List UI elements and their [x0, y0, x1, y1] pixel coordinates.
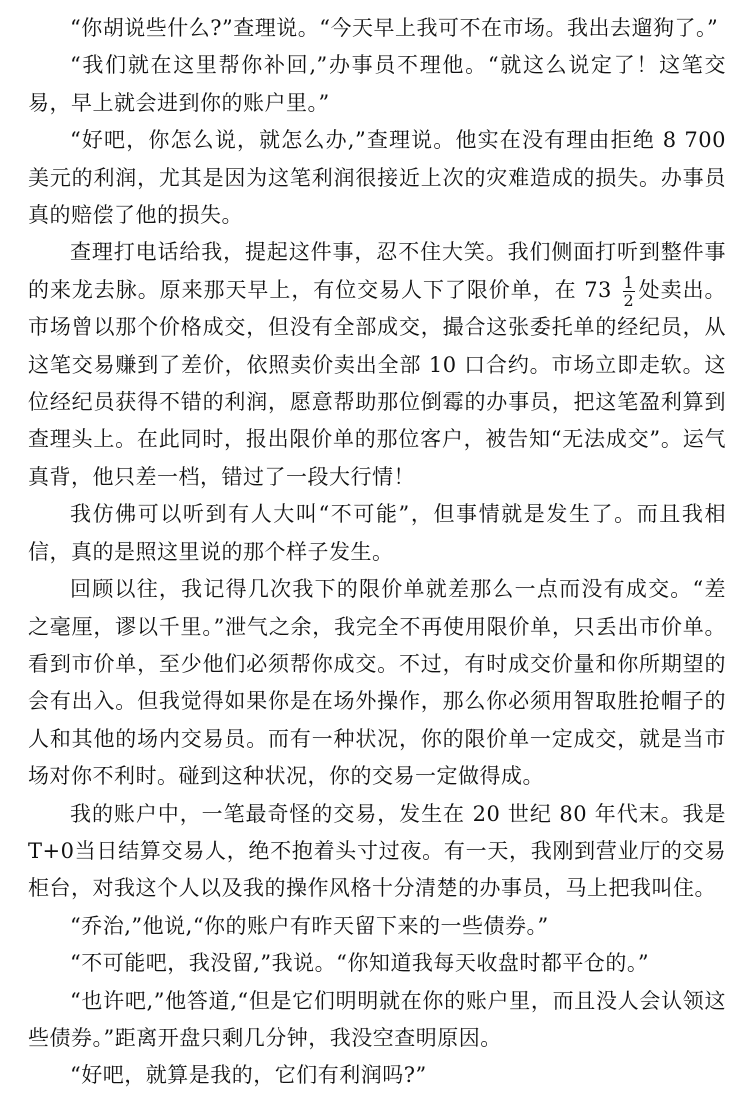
paragraph: “也许吧,”他答道,“但是它们明明就在你的账户里，而且没人会认领这些债券。”距离开盘只剩几分钟，我没空查明原因。	[28, 988, 726, 1050]
paragraph: 我仿佛可以听到有人大叫“不可能”，但事情就是发生了。而且我相信，真的是照这里说的那个样子发生。	[28, 502, 726, 564]
paragraph: 我的账户中，一笔最奇怪的交易，发生在 20 世纪 80 年代末。我是 T+0当日结算交易人，绝不抱着头寸过夜。有一天，我刚到营业厅的交易柜台，对我这个人以及我的操作风格十分清楚的办事员，马上把我叫住。	[28, 801, 726, 901]
fraction-denominator: 2	[623, 290, 635, 310]
paragraph: “好吧，就算是我的，它们有利润吗?”	[70, 1063, 427, 1088]
fraction-numerator: 1	[623, 272, 635, 292]
paragraph: “不可能吧，我没留,”我说。“你知道我每天收盘时都平仓的。”	[70, 951, 650, 976]
paragraph: “乔治,”他说,“你的账户有昨天留下来的一些债券。”	[70, 913, 549, 938]
paragraph-text: 查理打电话给我，提起这件事，忍不住大笑。我们侧面打听到整件事的来龙去脉。原来那天早上，有位交易人下了限价单，在 73	[28, 240, 726, 302]
price-fraction	[623, 274, 636, 309]
paragraph-text: 处卖出。市场曾以那个价格成交，但没有全部成交，撮合这张委托单的经纪员，从这笔交易赚到了差价，依照卖价卖出全部 10 口合约。市场立即走软。这位经纪员获得不错的利润，愿意帮助那位倒霉的办事员，把这笔盈利算到查理头上。在此同时，报出限价单的那位客户，被告知“无法成交”。运气真背，他只差一档，错过了一段大行情！	[28, 277, 727, 489]
paragraph: 回顾以往，我记得几次我下的限价单就差那么一点而没有成交。“差之毫厘，谬以千里。”泄气之余，我完全不再使用限价单，只丢出市价单。看到市价单，至少他们必须帮你成交。不过，有时成交价量和你所期望的会有出入。但我觉得如果你是在场外操作，那么你必须用智取胜抢帽子的人和其他的场内交易员。而有一种状况，你的限价单一定成交，就是当市场对你不利时。碰到这种状况，你的交易一定做得成。	[28, 577, 726, 789]
paragraph-with-fraction	[28, 234, 726, 496]
paragraph: “我们就在这里帮你补回,”办事员不理他。“就这么说定了！这笔交易，早上就会进到你的账户里。”	[28, 53, 726, 115]
paragraph: “你胡说些什么?”查理说。“今天早上我可不在市场。我出去遛狗了。”	[70, 16, 719, 40]
paragraph: “好吧，你怎么说，就怎么办,”查理说。他实在没有理由拒绝 8 700 美元的利润，尤其是因为这笔利润很接近上次的灾难造成的损失。办事员真的赔偿了他的损失。	[28, 128, 726, 228]
